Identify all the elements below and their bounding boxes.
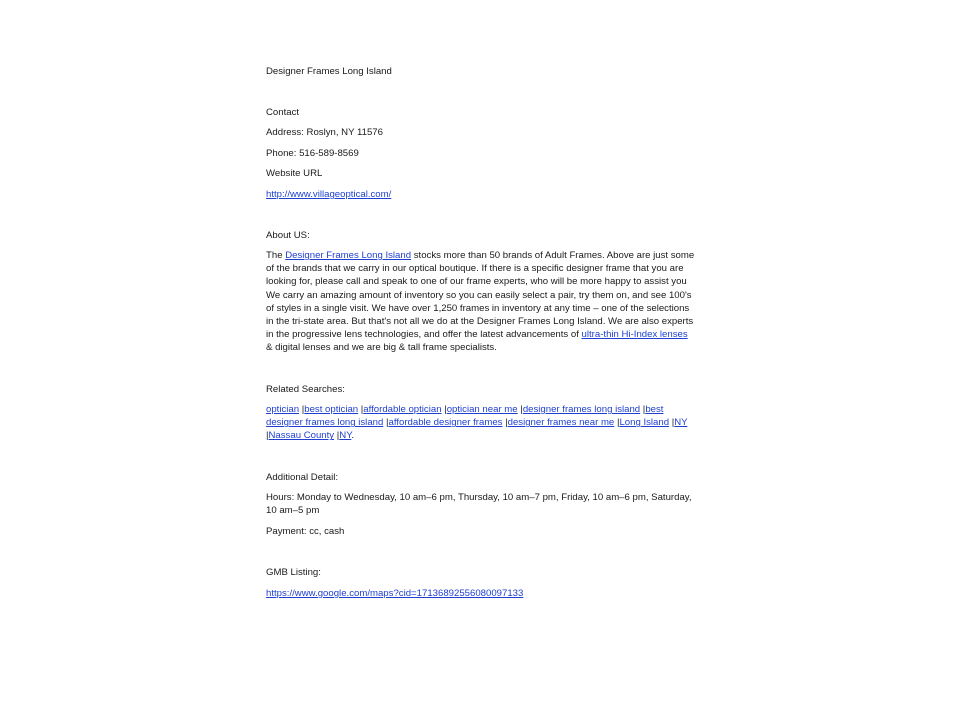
link-separator: | [358,404,364,415]
link-separator: | [614,417,620,429]
about-heading: About US: [266,230,310,241]
link-separator: | [502,417,508,429]
address-text: Address: Roslyn, NY 11576 [266,127,383,138]
document-page [266,0,696,720]
related-search-link[interactable]: Nassau County [268,430,335,442]
link-separator: | [441,404,447,415]
related-heading: Related Searches: [266,384,345,395]
link-separator: | [383,417,389,429]
related-search-link[interactable]: Long Island [619,417,670,429]
about-paragraph [266,249,696,355]
related-search-link[interactable]: NY [674,417,688,429]
phone-text: Phone: 516-589-8569 [266,148,359,159]
hi-index-lenses-link[interactable]: ultra-thin Hi-Index lenses [581,329,688,341]
related-search-link[interactable]: affordable optician [363,404,442,415]
related-search-link[interactable]: NY [339,430,352,442]
related-search-link[interactable]: optician near me [446,404,518,415]
website-label: Website URL [266,168,323,179]
link-separator: | [334,430,340,442]
related-links [266,403,696,443]
document-title: Designer Frames Long Island [266,66,392,77]
related-search-link[interactable]: designer frames long island [522,404,641,415]
about-text-start: The [266,250,286,261]
link-separator: | [669,417,675,429]
related-search-link[interactable]: affordable designer frames [388,417,503,429]
related-links-end: . [351,430,355,442]
gmb-line [266,587,696,600]
hours-text: Hours: Monday to Wednesday, 10 am–6 pm, Thursday, 10 am–7 pm, Friday, 10 am–6 pm, Saturday, 10 am–5 pm [266,492,692,517]
gmb-heading: GMB Listing: [266,567,321,578]
link-separator: | [640,404,646,415]
website-line [266,188,696,201]
related-search-link[interactable]: optician [266,404,300,415]
link-separator: | [517,404,523,415]
related-search-link[interactable]: designer frames near me [507,417,615,429]
additional-heading: Additional Detail: [266,472,338,483]
designer-frames-link[interactable]: Designer Frames Long Island [285,250,412,261]
link-separator: | [266,430,269,442]
contact-heading: Contact [266,107,300,118]
related-search-link[interactable]: best designer frames long island [266,404,664,429]
about-text-middle: stocks more than 50 brands of Adult Frames. Above are just some of the brands that we carry in our optical boutique. If there is a specific designer frame that you are looking for, please call and speak to one of our frame experts, who will be more happy to assist you We carry an amazing amount of inventory so you can easily select a pair, try them on, and see 100's of styles in a single visit. We have over 1,250 frames in inventory at any time – one of the selections in the tri-state area. But that's not all we do at the Designer Frames Long Island. We are also experts in the progressive lens technologies, and offer the latest advancements of [266,250,695,341]
link-separator: | [299,404,305,415]
gmb-link[interactable]: https://www.google.com/maps?cid=17136892556080097133 [266,588,524,599]
related-search-link[interactable]: best optician [304,404,359,415]
website-link[interactable]: http://www.villageoptical.com/ [266,189,392,200]
about-text-end: & digital lenses and we are big & tall frame specialists. [266,342,497,354]
payment-text: Payment: cc, cash [266,526,345,537]
